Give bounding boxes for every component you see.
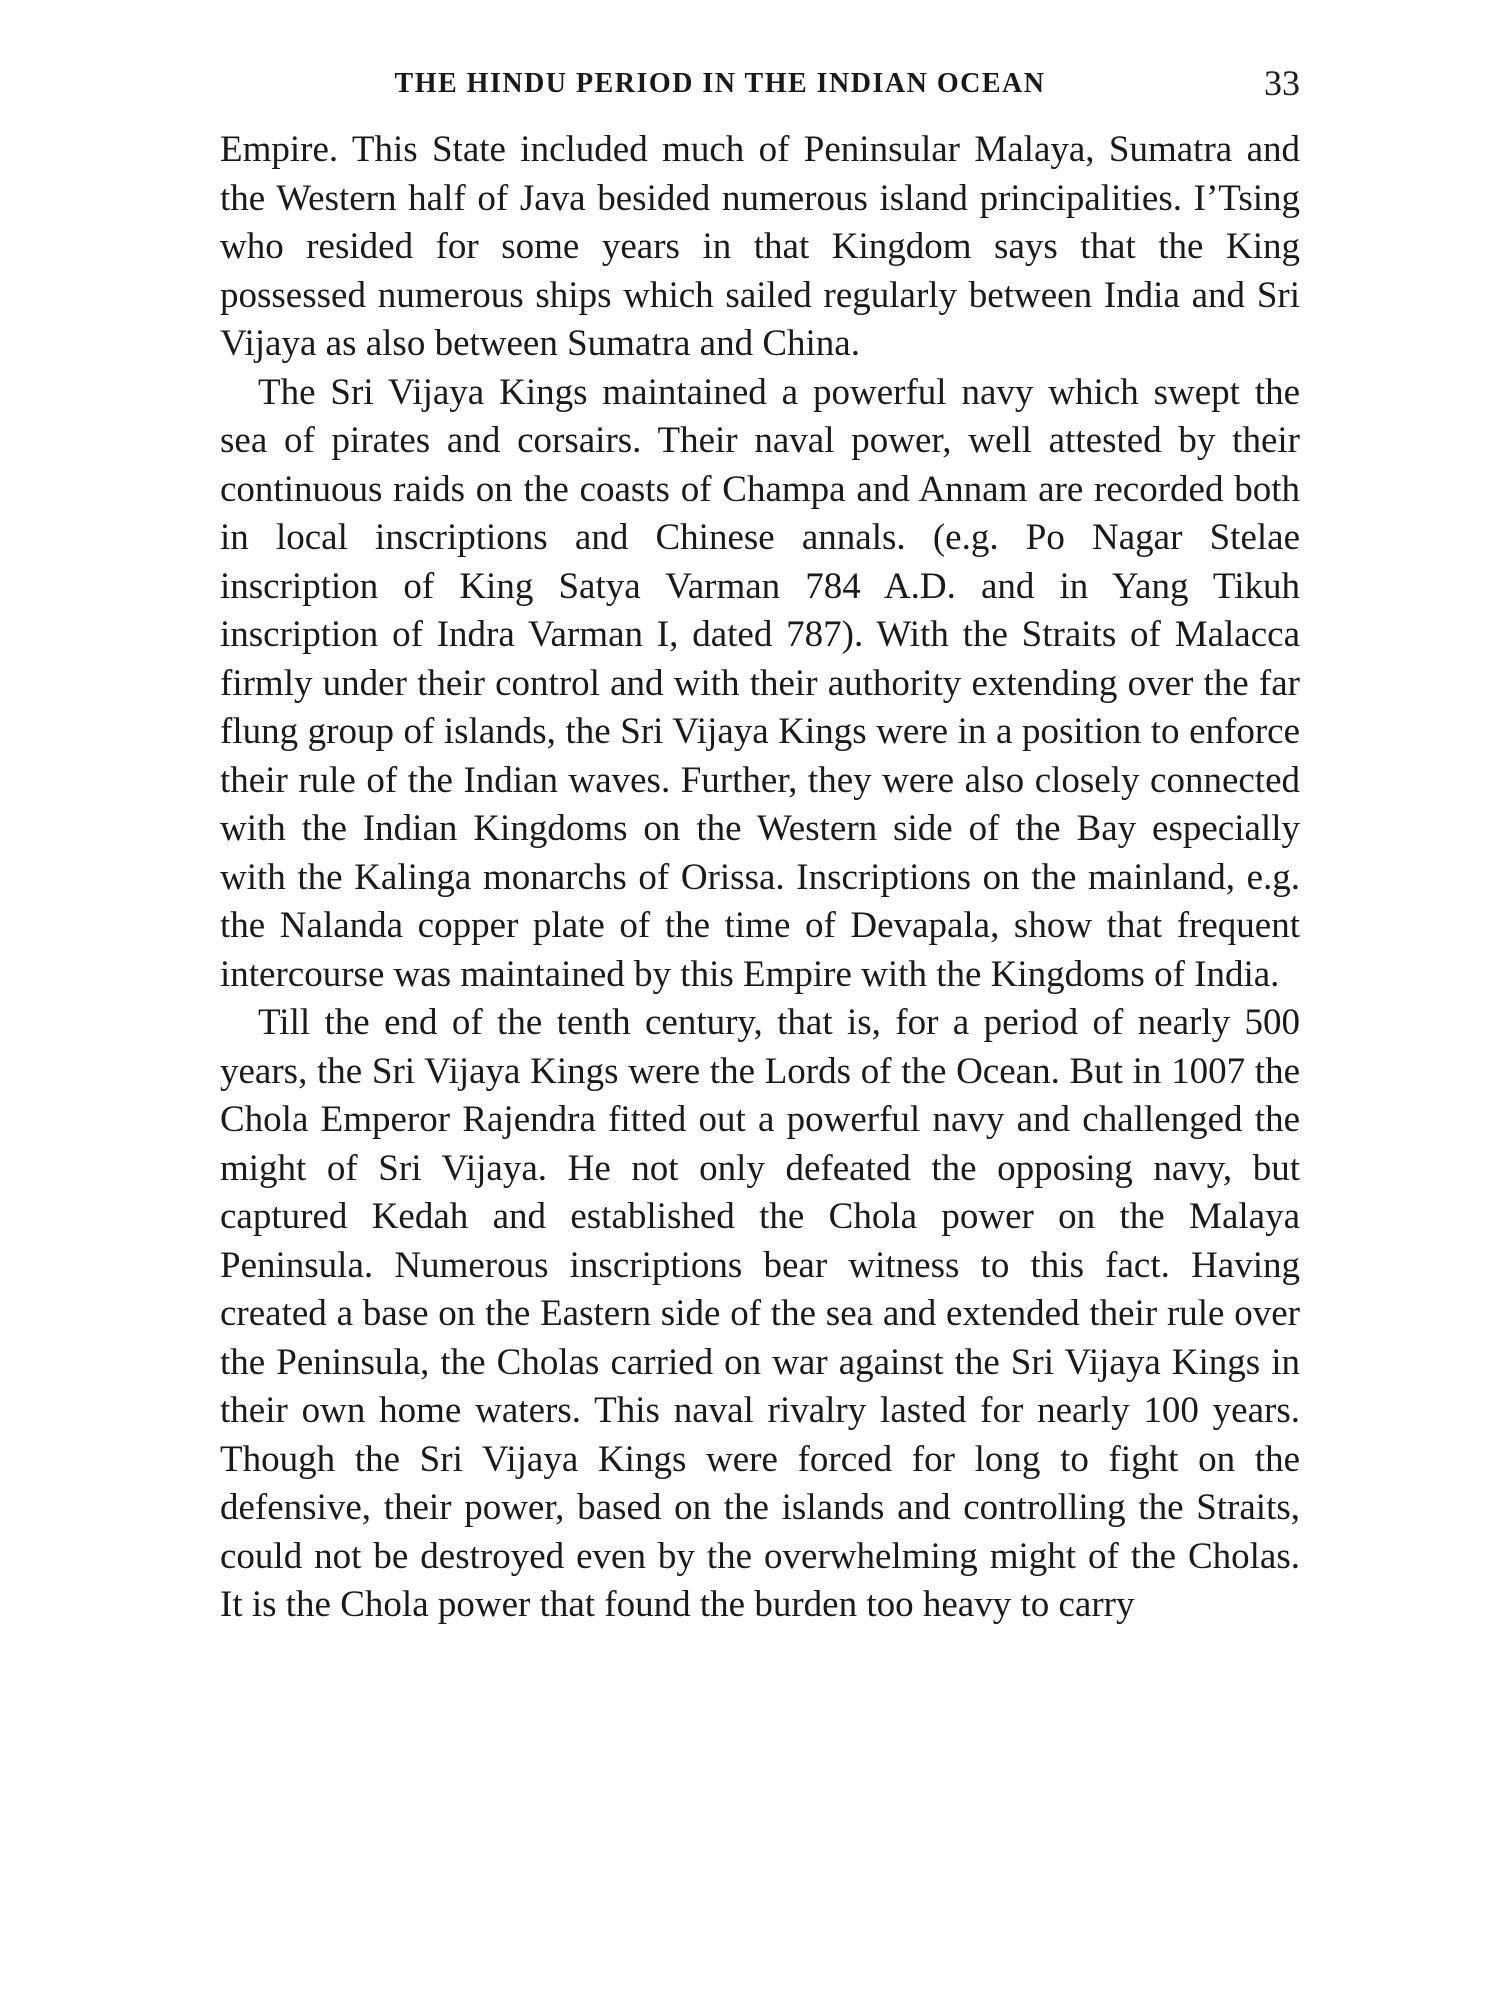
page-number: 33 — [1264, 63, 1300, 103]
running-title: THE HINDU PERIOD IN THE INDIAN OCEAN — [394, 68, 1046, 99]
book-page — [220, 62, 1300, 1630]
running-head — [220, 62, 1300, 112]
paragraph-sri-vijaya-navy: The Sri Vijaya Kings maintained a powerful navy which swept the sea of pirates and corsairs. Their naval power, well attested by their continuous raids on the coasts of Champa and Annam are recorded both in local inscriptions and Chinese annals. (e.g. Po Nagar Stelae inscription of King Satya Varman 784 A.D. and in Yang Tikuh inscription of Indra Varman I, dated 787). With the Straits of Malacca firmly under their control and with their authority extending over the far flung group of islands, the Sri Vijaya Kings were in a position to enforce their rule of the Indian waves. Further, they were also closely connected with the Indian Kingdoms on the Western side of the Bay especially with the Kalinga monarchs of Orissa. Inscriptions on the mainland, e.g. the Nalanda copper plate of the time of Devapala, show that frequent intercourse was maintained by this Empire with the Kingdoms of India. — [220, 371, 1300, 995]
paragraph-empire-continuation: Empire. This State included much of Peninsular Malaya, Sumatra and the Western half of Java besided numerous island principalities. I’Tsing who resided for some years in that Kingdom says that the King possessed numerous ships which sailed regularly between India and Sri Vijaya as also between Sumatra and China. — [220, 129, 1300, 364]
body-text — [220, 126, 1300, 1630]
paragraph-chola-rivalry: Till the end of the tenth century, that is, for a period of nearly 500 years, the Sri Vijaya Kings were the Lords of the Ocean. But in 1007 the Chola Emperor Rajendra fitted out a powerful navy and challenged the might of Sri Vijaya. He not only defeated the opposing navy, but captured Kedah and established the Chola power on the Malaya Peninsula. Numerous inscriptions bear witness to this fact. Having created a base on the Eastern side of the sea and extended their rule over the Peninsula, the Cholas carried on war against the Sri Vijaya Kings in their own home waters. This naval rivalry lasted for nearly 100 years. Though the Sri Vijaya Kings were forced for long to fight on the defensive, their power, based on the islands and controlling the Straits, could not be destroyed even by the overwhelming might of the Cholas. It is the Chola power that found the burden too heavy to carry — [220, 1002, 1300, 1625]
